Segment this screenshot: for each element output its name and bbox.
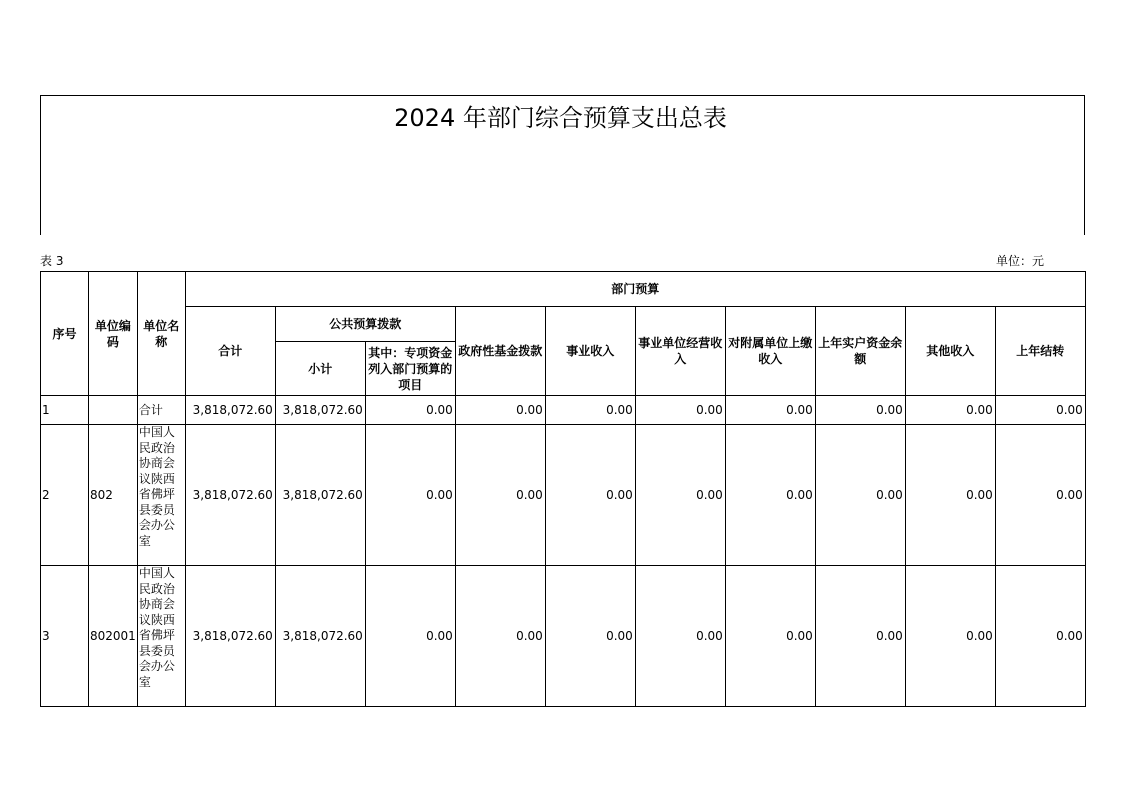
header-special-funds: 其中：专项资金列入部门预算的项目: [365, 342, 455, 396]
cell-subordinate: 0.00: [725, 396, 815, 425]
cell-seq: 2: [41, 425, 89, 566]
cell-prior-balance: 0.00: [815, 566, 905, 707]
header-public-budget: 公共预算拨款: [275, 307, 455, 342]
cell-name: 合计: [137, 396, 185, 425]
cell-subtotal: 3,818,072.60: [275, 566, 365, 707]
header-other-income: 其他收入: [905, 307, 995, 396]
cell-gov-fund: 0.00: [455, 566, 545, 707]
cell-name: 中国人民政治协商会议陕西省佛坪县委员会办公室: [137, 425, 185, 566]
header-prior-balance: 上年实户资金余额: [815, 307, 905, 396]
cell-operating: 0.00: [635, 425, 725, 566]
header-seq: 序号: [41, 272, 89, 396]
cell-special: 0.00: [365, 566, 455, 707]
cell-business: 0.00: [545, 396, 635, 425]
cell-other: 0.00: [905, 425, 995, 566]
cell-seq: 3: [41, 566, 89, 707]
cell-special: 0.00: [365, 425, 455, 566]
cell-name: 中国人民政治协商会议陕西省佛坪县委员会办公室: [137, 566, 185, 707]
cell-gov-fund: 0.00: [455, 425, 545, 566]
cell-carryover: 0.00: [995, 425, 1085, 566]
table-row: [41, 425, 1086, 566]
header-dept-budget: 部门预算: [185, 272, 1085, 307]
cell-code: 802: [89, 425, 138, 566]
cell-business: 0.00: [545, 425, 635, 566]
table-row: [41, 566, 1086, 707]
header-gov-fund: 政府性基金拨款: [455, 307, 545, 396]
cell-other: 0.00: [905, 566, 995, 707]
cell-gov-fund: 0.00: [455, 396, 545, 425]
unit-label: 单位：元: [996, 254, 1045, 268]
cell-special: 0.00: [365, 396, 455, 425]
budget-expenditure-table: [40, 271, 1086, 707]
header-unit-name: 单位名称: [137, 272, 185, 396]
cell-prior-balance: 0.00: [815, 396, 905, 425]
header-subordinate-income: 对附属单位上缴收入: [725, 307, 815, 396]
cell-operating: 0.00: [635, 566, 725, 707]
page-title: 2024 年部门综合预算支出总表: [394, 104, 727, 132]
cell-prior-balance: 0.00: [815, 425, 905, 566]
cell-subtotal: 3,818,072.60: [275, 396, 365, 425]
cell-subtotal: 3,818,072.60: [275, 425, 365, 566]
table-row: [41, 396, 1086, 425]
cell-operating: 0.00: [635, 396, 725, 425]
header-prior-carryover: 上年结转: [995, 307, 1085, 396]
cell-code: 802001: [89, 566, 138, 707]
cell-total: 3,818,072.60: [185, 396, 275, 425]
header-operating-income: 事业单位经营收入: [635, 307, 725, 396]
cell-other: 0.00: [905, 396, 995, 425]
cell-subordinate: 0.00: [725, 566, 815, 707]
table-number: 表 3: [40, 254, 64, 268]
header-subtotal: 小计: [275, 342, 365, 396]
cell-seq: 1: [41, 396, 89, 425]
cell-subordinate: 0.00: [725, 425, 815, 566]
header-unit-code: 单位编码: [89, 272, 138, 396]
cell-code: [89, 396, 138, 425]
header-business-income: 事业收入: [545, 307, 635, 396]
cell-carryover: 0.00: [995, 396, 1085, 425]
cell-total: 3,818,072.60: [185, 425, 275, 566]
header-total: 合计: [185, 307, 275, 396]
cell-business: 0.00: [545, 566, 635, 707]
cell-carryover: 0.00: [995, 566, 1085, 707]
cell-total: 3,818,072.60: [185, 566, 275, 707]
